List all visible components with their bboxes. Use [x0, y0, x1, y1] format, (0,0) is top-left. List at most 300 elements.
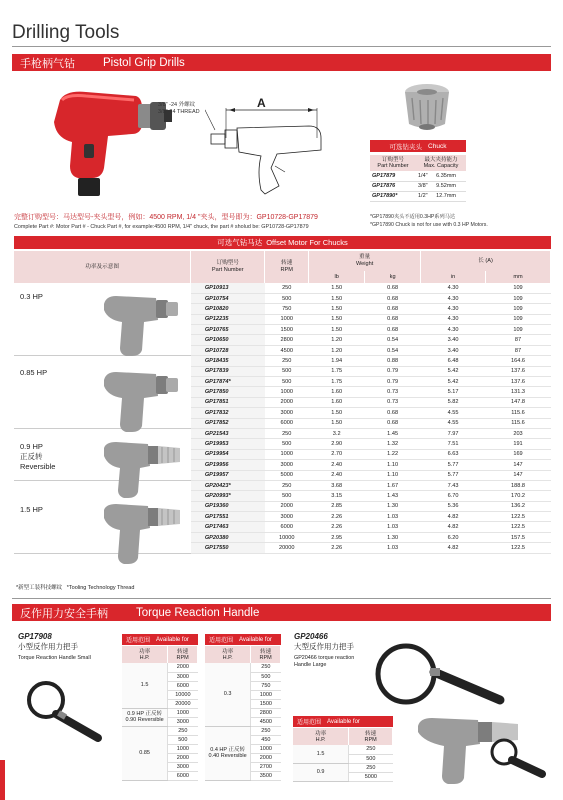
tooling-footnote	[16, 583, 134, 591]
motor-lb: 1.50	[309, 304, 365, 314]
motor-part: GP10765	[191, 325, 265, 335]
avail-hp	[293, 745, 349, 763]
motor-rpm: 5000	[265, 470, 309, 480]
group-label-0-3hp	[20, 292, 43, 302]
motor-rpm: 1000	[265, 387, 309, 397]
page-title: Drilling Tools	[12, 22, 120, 43]
motor-row	[14, 356, 551, 366]
avail-header-3-cn: 适用范围	[297, 720, 322, 726]
avail-row	[205, 726, 281, 735]
avail-header-1	[122, 634, 198, 645]
motor-in: 4.55	[421, 408, 486, 418]
avail-rpm: 500	[349, 754, 393, 763]
avail-hp	[293, 763, 349, 781]
motor-in: 4.30	[421, 293, 486, 303]
col-in: in	[421, 271, 486, 283]
motor-kg: 1.30	[365, 501, 421, 511]
motor-in: 4.30	[421, 325, 486, 335]
motor-in: 5.36	[421, 501, 486, 511]
chuck-note-cn: *GP17890夹头不适用0.3HP系列马达	[370, 214, 456, 220]
avail-rpm: 2700	[251, 762, 281, 771]
avail-hp	[205, 663, 251, 726]
avail-rpm: 1500	[251, 699, 281, 708]
avail-table-1-col-hp	[122, 646, 168, 663]
tooling-footnote-en: *Tooling Technology Thread	[66, 585, 135, 591]
group-label-1-5hp	[20, 505, 43, 515]
motor-part: GP19360	[191, 501, 265, 511]
motor-kg: 1.67	[365, 480, 421, 490]
chuck-table-header	[370, 140, 466, 152]
motor-rpm: 3000	[265, 460, 309, 470]
motor-lb: 2.26	[309, 512, 365, 522]
avail-rpm: 2800	[251, 708, 281, 717]
avail-rpm: 1000	[168, 708, 198, 717]
motor-lb: 1.50	[309, 283, 365, 293]
col-weight	[309, 251, 421, 271]
motor-part: GP19953	[191, 439, 265, 449]
motor-kg: 1.10	[365, 460, 421, 470]
motors-title-cn: 可选气钻马达	[217, 238, 263, 247]
col-part	[191, 251, 265, 283]
torque-small-part: GP17908	[18, 632, 52, 641]
page-edge-mark	[0, 760, 5, 800]
motor-part: GP20423*	[191, 480, 265, 490]
avail-table-1-col-hp-en: H.P.	[139, 654, 150, 661]
avail-hp	[122, 726, 168, 780]
motor-mm: 131.3	[486, 387, 551, 397]
torque-small-name-cn: 小型反作用力把手	[18, 642, 78, 651]
avail-hp-line1: 1.5	[316, 750, 325, 757]
motor-mm: 169	[486, 449, 551, 459]
motor-kg: 0.68	[365, 283, 421, 293]
motor-part: GP10728	[191, 345, 265, 355]
col-mm: mm	[486, 271, 551, 283]
avail-table-3-col-rpm-cn: 转速	[365, 730, 377, 737]
motor-in: 4.82	[421, 543, 486, 553]
chuck-title-cn: 可选钻夹头	[389, 143, 423, 151]
avail-rpm: 6000	[168, 681, 198, 690]
motor-row	[14, 283, 551, 293]
col-length-cn: 长	[478, 257, 484, 264]
motor-part: GP18435	[191, 356, 265, 366]
thread-label-cn: 3/8" -24 外螺纹	[158, 102, 196, 108]
avail-table-3	[293, 728, 393, 782]
avail-table-3-col-rpm	[349, 728, 393, 745]
avail-table-3-col-rpm-en: RPM	[364, 736, 377, 743]
section-title-en: Pistol Grip Drills	[103, 56, 185, 69]
motor-mm: 122.5	[486, 543, 551, 553]
motor-in: 3.40	[421, 335, 486, 345]
motor-part: GP10913	[191, 283, 265, 293]
group-label-0-85hp	[20, 368, 47, 378]
motor-part: GP19956	[191, 460, 265, 470]
motor-lb: 1.94	[309, 356, 365, 366]
motor-lb: 1.75	[309, 377, 365, 387]
motor-kg: 0.68	[365, 304, 421, 314]
ordering-caption-en: Complete Part #: Motor Part # - Chuck Part #, for example:4500 RPM, 1/4" chuck, the part # sholud be: GP10728-GP17879	[14, 224, 309, 230]
motor-lb: 2.70	[309, 449, 365, 459]
avail-table-1-col-rpm-en: RPM	[176, 654, 189, 661]
motor-rpm: 20000	[265, 543, 309, 553]
motor-part: GP17850	[191, 387, 265, 397]
motor-kg: 0.68	[365, 325, 421, 335]
motor-rpm: 10000	[265, 532, 309, 542]
avail-table-1-col-rpm	[168, 646, 198, 663]
motor-rpm: 6000	[265, 522, 309, 532]
group-label-0-9hp-line1: 0.9 HP	[20, 442, 43, 451]
motor-in: 4.82	[421, 512, 486, 522]
motor-image-0-85hp	[100, 366, 182, 434]
chuck-title-en: Chuck	[428, 142, 447, 150]
motor-kg: 1.10	[365, 470, 421, 480]
motor-kg: 0.79	[365, 366, 421, 376]
avail-header-2	[205, 634, 281, 645]
motor-rpm: 1000	[265, 449, 309, 459]
avail-table-1	[122, 646, 198, 781]
avail-table-2-col-rpm-cn: 转速	[260, 648, 272, 655]
motor-image-0-9hp	[98, 438, 184, 500]
chuck-col-part	[370, 155, 416, 171]
motor-mm: 147	[486, 470, 551, 480]
motor-kg: 0.68	[365, 314, 421, 324]
motor-in: 6.20	[421, 532, 486, 542]
motor-mm: 191	[486, 439, 551, 449]
motor-lb: 1.50	[309, 293, 365, 303]
motor-rpm: 750	[265, 304, 309, 314]
motor-row	[14, 428, 551, 438]
motor-rpm: 500	[265, 491, 309, 501]
motor-in: 7.43	[421, 480, 486, 490]
group-label-0-85hp-line1: 0.85 HP	[20, 368, 48, 377]
avail-hp-line2: 0.40 Reversible	[208, 753, 247, 759]
section-bar-pistol-drills	[12, 54, 551, 71]
motor-rpm: 1500	[265, 325, 309, 335]
torque-handle-small-image	[22, 676, 112, 748]
avail-hp-line2: 0.90 Reversible	[125, 717, 164, 723]
motor-part: GP20380	[191, 532, 265, 542]
avail-row	[293, 763, 393, 772]
col-power-cn: 功率及示意图	[85, 263, 119, 270]
col-speed	[265, 251, 309, 283]
motor-rpm: 2000	[265, 501, 309, 511]
motor-in: 7.51	[421, 439, 486, 449]
motor-mm: 115.6	[486, 418, 551, 428]
motor-rpm: 500	[265, 439, 309, 449]
motor-mm: 147.8	[486, 397, 551, 407]
avail-rpm: 3000	[168, 672, 198, 681]
avail-hp-line1: 0.9 HP 正反转	[127, 710, 162, 717]
motor-kg: 0.88	[365, 356, 421, 366]
motor-part: GP20993*	[191, 491, 265, 501]
avail-rpm: 1000	[251, 690, 281, 699]
motor-lb: 2.85	[309, 501, 365, 511]
col-weight-en: Weight	[356, 261, 374, 267]
section-title-cn: 手枪柄气钻	[20, 57, 75, 70]
motor-in: 5.42	[421, 377, 486, 387]
group-label-0-9hp-line2: 正反转	[20, 452, 43, 461]
col-part-cn: 订购型号	[216, 260, 239, 266]
motor-part: GP17463	[191, 522, 265, 532]
motor-kg: 1.43	[365, 491, 421, 501]
motor-mm: 188.8	[486, 480, 551, 490]
motor-kg: 1.30	[365, 532, 421, 542]
motor-lb: 1.50	[309, 408, 365, 418]
ordering-caption-cn: 完整订购型号：马达型号-夹头型号，例如：4500 RPM, 1/4 "夹头，型号即为：GP10728-GP17879	[14, 214, 318, 221]
group-label-0-3hp-line1: 0.3 HP	[20, 292, 43, 301]
motor-part: GP10650	[191, 335, 265, 345]
motor-in: 5.42	[421, 366, 486, 376]
motor-mm: 109	[486, 325, 551, 335]
motor-rpm: 250	[265, 480, 309, 490]
avail-table-2-col-rpm	[251, 646, 281, 663]
motor-in: 4.30	[421, 304, 486, 314]
chuck-mm: 9.52mm	[434, 181, 466, 191]
motor-in: 4.55	[421, 418, 486, 428]
motor-in: 7.97	[421, 428, 486, 438]
avail-table-1-col-rpm-cn: 转速	[177, 648, 189, 655]
chuck-row	[370, 171, 466, 181]
motor-kg: 0.73	[365, 387, 421, 397]
avail-rpm: 2000	[168, 753, 198, 762]
motor-mm: 109	[486, 293, 551, 303]
avail-rpm: 2000	[251, 753, 281, 762]
motor-in: 6.63	[421, 449, 486, 459]
torque-large-name-en-2: Handle Large	[294, 662, 327, 668]
avail-table-1-col-hp-cn: 功率	[139, 648, 151, 655]
motor-mm: 164.6	[486, 356, 551, 366]
motor-rpm: 500	[265, 377, 309, 387]
motor-rpm: 4500	[265, 345, 309, 355]
torque-small-info	[18, 632, 91, 662]
motor-part: GP17550	[191, 543, 265, 553]
motor-mm: 122.5	[486, 522, 551, 532]
group-label-1-5hp-line1: 1.5 HP	[20, 505, 43, 514]
avail-rpm: 250	[349, 763, 393, 772]
avail-hp-line1: 0.85	[139, 749, 150, 756]
torque-large-name-cn: 大型反作用力把手	[294, 642, 354, 651]
motor-part: GP12235	[191, 314, 265, 324]
motor-mm: 87	[486, 335, 551, 345]
chuck-row	[370, 181, 466, 191]
motor-kg: 0.73	[365, 397, 421, 407]
motor-image-1-5hp	[98, 500, 184, 570]
motor-lb: 2.40	[309, 460, 365, 470]
chuck-part: GP17890*	[370, 191, 416, 201]
motor-lb: 2.95	[309, 532, 365, 542]
motor-mm: 157.5	[486, 532, 551, 542]
tooling-footnote-cn: *新型工装科技螺纹	[16, 585, 63, 591]
motor-in: 4.82	[421, 522, 486, 532]
chuck-mm: 12.7mm	[434, 191, 466, 201]
chuck-part: GP17879	[370, 171, 416, 181]
motor-kg: 1.45	[365, 428, 421, 438]
section-bar-torque	[12, 604, 551, 621]
col-length	[421, 251, 551, 271]
avail-table-2	[205, 646, 281, 781]
motor-mm: 122.5	[486, 512, 551, 522]
chuck-note-en: *GP17890 Chuck is not for use with 0.3 HP Motors.	[370, 222, 488, 228]
motor-part: GP19954	[191, 449, 265, 459]
torque-small-name-en: Torque Reaction Handle Small	[18, 655, 91, 661]
motor-rpm: 500	[265, 366, 309, 376]
drill-with-handle-image	[408, 712, 548, 792]
col-length-unit: (A)	[485, 257, 493, 264]
avail-rpm: 20000	[168, 699, 198, 708]
avail-table-2-col-hp	[205, 646, 251, 663]
motor-kg: 1.32	[365, 439, 421, 449]
avail-header-2-en: Available for	[239, 636, 272, 643]
motor-in: 5.17	[421, 387, 486, 397]
avail-rpm: 5000	[349, 772, 393, 781]
avail-row	[122, 663, 198, 672]
motor-mm: 136.2	[486, 501, 551, 511]
motor-rpm: 1000	[265, 314, 309, 324]
avail-header-1-en: Available for	[156, 636, 189, 643]
group-label-0-9hp	[20, 442, 55, 472]
chuck-col-capacity	[416, 155, 466, 171]
motor-kg: 1.22	[365, 449, 421, 459]
section2-title-en: Torque Reaction Handle	[136, 606, 260, 619]
motor-mm: 137.6	[486, 377, 551, 387]
motor-mm: 203	[486, 428, 551, 438]
avail-table-3-col-hp-cn: 功率	[315, 730, 327, 737]
avail-rpm: 3000	[168, 717, 198, 726]
motor-in: 3.40	[421, 345, 486, 355]
motor-lb: 2.26	[309, 522, 365, 532]
motor-kg: 1.03	[365, 512, 421, 522]
avail-rpm: 1000	[168, 744, 198, 753]
avail-table-3-col-hp-en: H.P.	[315, 736, 326, 743]
motor-image-0-3hp	[100, 290, 182, 358]
col-weight-cn: 重量	[359, 254, 371, 260]
avail-rpm: 1000	[251, 744, 281, 753]
avail-rpm: 2000	[168, 663, 198, 672]
motor-rpm: 3000	[265, 512, 309, 522]
section2-rule	[12, 598, 551, 599]
motors-table	[14, 251, 551, 554]
avail-hp-line1: 1.5	[140, 682, 149, 688]
motor-rpm: 6000	[265, 418, 309, 428]
dimension-diagram	[205, 108, 355, 206]
motor-kg: 0.54	[365, 335, 421, 345]
avail-row	[122, 726, 198, 735]
col-speed-cn: 转速	[281, 260, 293, 266]
motor-in: 6.70	[421, 491, 486, 501]
motor-rpm: 2000	[265, 397, 309, 407]
motor-mm: 109	[486, 304, 551, 314]
avail-table-2-col-hp-cn: 功率	[222, 648, 234, 655]
avail-rpm: 6000	[168, 771, 198, 780]
avail-table-2-col-hp-en: H.P.	[222, 654, 233, 661]
avail-rpm: 250	[251, 663, 281, 672]
motor-lb: 1.50	[309, 418, 365, 428]
motor-in: 4.30	[421, 283, 486, 293]
avail-rpm: 3000	[168, 762, 198, 771]
avail-hp-line1: 0.4 HP 正反转	[210, 746, 245, 753]
motor-lb: 1.20	[309, 335, 365, 345]
torque-large-name-en-1: GP20466 torque reaction	[294, 655, 355, 661]
avail-header-2-cn: 适用范围	[209, 638, 234, 644]
chuck-table	[370, 155, 466, 202]
pistol-drill-image	[38, 82, 173, 207]
motor-part: GP17852	[191, 418, 265, 428]
thread-label-en: 3/8"-24 THREAD	[158, 109, 200, 115]
motor-mm: 115.6	[486, 408, 551, 418]
avail-rpm: 750	[251, 681, 281, 690]
avail-row	[293, 745, 393, 754]
avail-row	[122, 708, 198, 717]
col-kg: kg	[365, 271, 421, 283]
chuck-col-cap-cn: 最大夹持能力	[424, 157, 458, 163]
motor-kg: 0.68	[365, 418, 421, 428]
avail-rpm: 500	[168, 735, 198, 744]
motor-part: GP17832	[191, 408, 265, 418]
motor-rpm: 3000	[265, 408, 309, 418]
motor-in: 5.77	[421, 470, 486, 480]
torque-large-info	[294, 632, 354, 669]
chuck-col-cap-en: Max. Capacity	[423, 163, 459, 169]
avail-rpm: 250	[349, 745, 393, 754]
motor-rpm: 250	[265, 356, 309, 366]
thread-label	[158, 102, 200, 116]
motor-part: GP10820	[191, 304, 265, 314]
motor-part: GP10754	[191, 293, 265, 303]
group-label-0-9hp-line3: Reversible	[20, 462, 56, 471]
motor-rpm: 500	[265, 293, 309, 303]
avail-hp-line1: 0.9	[316, 768, 325, 775]
motor-lb: 1.75	[309, 366, 365, 376]
motor-in: 6.48	[421, 356, 486, 366]
motor-rpm: 250	[265, 283, 309, 293]
avail-hp	[122, 663, 168, 708]
motor-mm: 147	[486, 460, 551, 470]
motor-rpm: 250	[265, 428, 309, 438]
avail-row	[205, 663, 281, 672]
motors-title-en: Offset Motor For Chucks	[266, 238, 348, 247]
motor-part: GP19957	[191, 470, 265, 480]
motor-lb: 1.60	[309, 387, 365, 397]
motor-lb: 1.50	[309, 325, 365, 335]
motor-lb: 3.68	[309, 480, 365, 490]
col-speed-en: RPM	[280, 267, 293, 273]
section2-title-cn: 反作用力安全手柄	[20, 607, 108, 620]
motor-kg: 1.03	[365, 522, 421, 532]
chuck-inch: 3/8"	[416, 181, 434, 191]
motor-kg: 0.79	[365, 377, 421, 387]
avail-hp	[205, 726, 251, 780]
avail-header-3	[293, 716, 393, 727]
avail-table-3-col-hp	[293, 728, 349, 745]
motor-lb: 2.40	[309, 470, 365, 480]
chuck-image	[392, 80, 462, 138]
col-part-en: Part Number	[211, 267, 244, 273]
motor-in: 5.82	[421, 397, 486, 407]
col-lb: lb	[309, 271, 365, 283]
torque-handle-large-image	[360, 640, 510, 710]
chuck-inch: 1/2"	[416, 191, 434, 201]
motor-part: GP21543	[191, 428, 265, 438]
avail-rpm: 10000	[168, 690, 198, 699]
avail-header-3-en: Available for	[327, 718, 360, 725]
avail-hp	[122, 708, 168, 726]
motor-part: GP17839	[191, 366, 265, 376]
motor-mm: 87	[486, 345, 551, 355]
chuck-col-part-cn: 订购型号	[381, 157, 404, 163]
title-rule	[12, 46, 551, 47]
chuck-row	[370, 191, 466, 201]
dimension-label: A	[257, 96, 266, 110]
chuck-mm: 6.35mm	[434, 171, 466, 181]
